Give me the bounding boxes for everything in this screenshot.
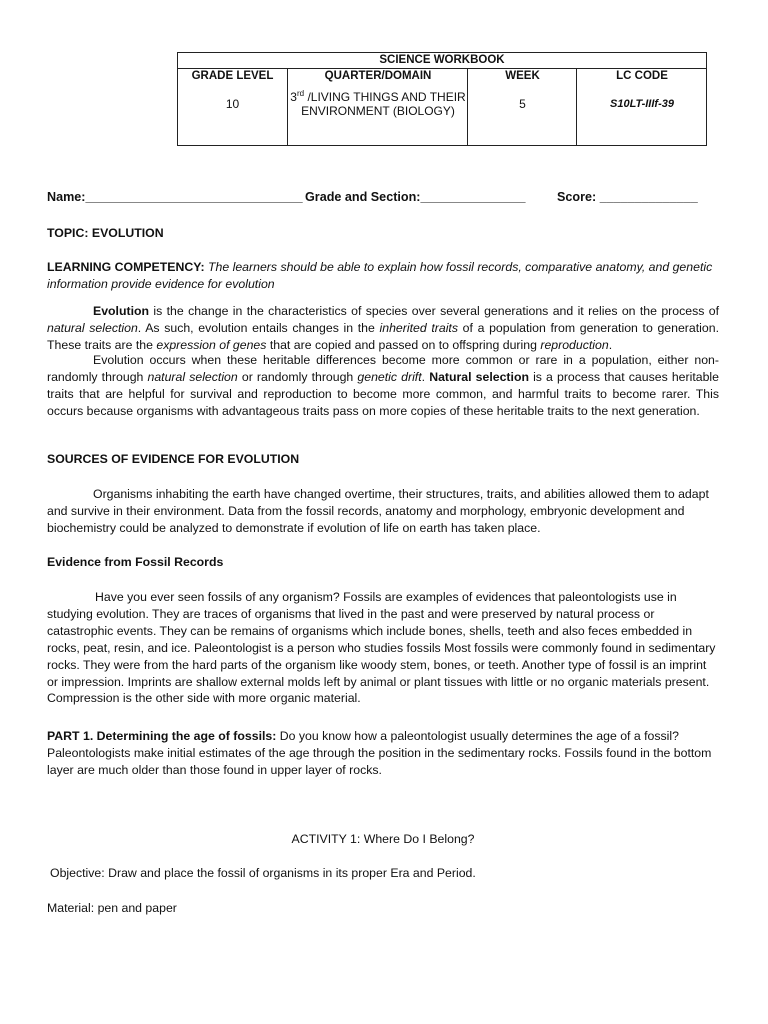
grade-level-cell — [178, 68, 287, 145]
week-cell — [467, 68, 577, 145]
quarter-domain-cell — [287, 68, 468, 145]
quarter-number: 3 — [290, 90, 297, 104]
week-label: WEEK — [505, 70, 540, 82]
natural-selection-paragraph: Evolution occurs when these heritable differences become more common or rare in a population, either non-randomly through natural selection or randomly through genetic drift. Natural selection is a process that causes heritable traits that are helpful for survival and reproduction to become more common, and harmful traits to become rarer. This occurs because organisms with advantageous traits pass on more copies of these heritable traits to the next generation. — [47, 353, 720, 418]
quarter-domain-value — [288, 87, 468, 118]
sources-paragraph: Organisms inhabiting the earth have changed overtime, their structures, traits, and abilities allowed them to adapt and survive in their environment. Data from the fossil records, anatomy and morphology, embryonic development and biochemistry could be analyzed to demonstrate if evolution of life on earth has taken place. — [47, 487, 709, 535]
quarter-domain-text: /LIVING THINGS AND THEIR ENVIRONMENT (BIOLOGY) — [301, 90, 466, 118]
quarter-ordinal: rd — [296, 89, 305, 98]
part1-text: Do you know how a paleontologist usually determines the age of a fossil? Paleontologists make initial estimates of the age through the position in the sedimentary rocks. Fossils found in the bottom layer are much older than those found in upper layer of rocks. — [47, 729, 712, 777]
grade-section-field[interactable]: Grade and Section:_______________ — [305, 190, 526, 204]
part1-label: PART 1. Determining the age of fossils: — [47, 729, 277, 743]
fossil-records-heading: Evidence from Fossil Records — [47, 555, 224, 569]
learning-competency — [47, 259, 719, 293]
lc-code-label: LC CODE — [616, 70, 668, 82]
sources-heading: SOURCES OF EVIDENCE FOR EVOLUTION — [47, 452, 300, 466]
objective-line: Objective: Draw and place the fossil of organisms in its proper Era and Period. — [50, 866, 476, 880]
lc-code-value: S10LT-IIIf-39 — [610, 98, 674, 110]
activity-title: ACTIVITY 1: Where Do I Belong? — [291, 832, 475, 846]
grade-level-label: GRADE LEVEL — [191, 70, 274, 82]
part1-paragraph — [47, 728, 719, 779]
score-field[interactable]: Score: ______________ — [557, 190, 698, 204]
week-value: 5 — [519, 97, 526, 111]
fossil-records-paragraph: Have you ever seen fossils of any organism? Fossils are examples of evidences that paleontologists use in studying evolution. They are traces of organisms that lived in the past and were preserved by natural process or catastrophic events. They can be remains of organisms which include bones, shells, teeth and also feces embedded in rocks, peat, resin, and ice. Paleontologist is a person who studies fossils Most fossils were commonly found in sedimentary rocks. They were from the hard parts of the organism like woody stem, bones, or teeth. Another type of fossil is an imprint or impression. Imprints are shallow external molds left by animal or plant tissues with little or no organic materials present. Compression is the other side with more organic material. — [47, 590, 716, 706]
competency-text: The learners should be able to explain how fossil records, comparative anatomy, and genetic information provide evidence for evolution — [47, 260, 713, 291]
lc-code-cell — [576, 68, 707, 145]
name-field[interactable]: Name:_______________________________ — [47, 190, 303, 204]
topic-heading: TOPIC: EVOLUTION — [47, 226, 164, 240]
competency-label: LEARNING COMPETENCY: — [47, 260, 205, 274]
workbook-title: SCIENCE WORKBOOK — [178, 53, 706, 69]
header-table — [177, 52, 707, 146]
material-line: Material: pen and paper — [47, 901, 177, 915]
evolution-paragraph: Evolution is the change in the characteristics of species over several generations and it relies on the process of natural selection. As such, evolution entails changes in the inherited traits of a population from generation to generation. These traits are the expression of genes that are copied and passed on to offspring during reproduction. — [47, 304, 719, 352]
grade-level-value: 10 — [225, 97, 240, 111]
quarter-domain-label: QUARTER/DOMAIN — [324, 70, 432, 82]
